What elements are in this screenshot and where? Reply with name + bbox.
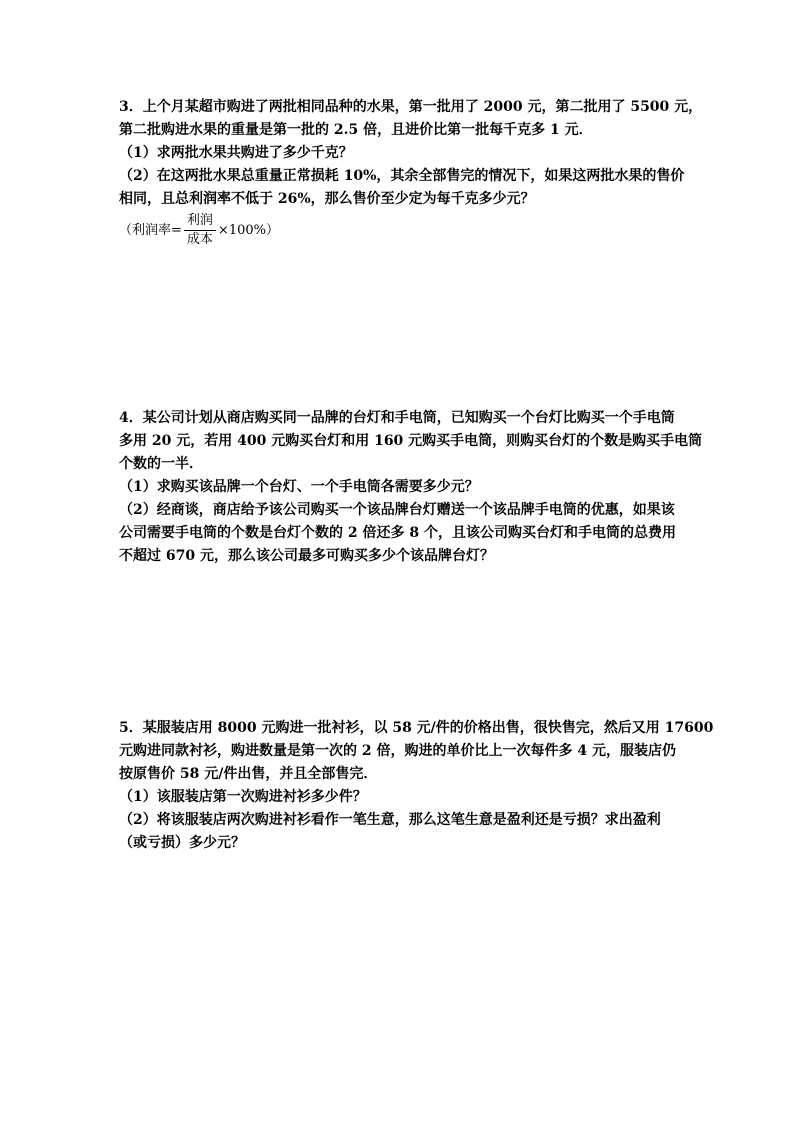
problem-4-line-1: 4．某公司计划从商店购买同一品牌的台灯和手电筒，已知购买一个台灯比购买一个手电筒 bbox=[119, 410, 675, 426]
problem-5-question-2-line-1: （2）将该服装店两次购进衬衫看作一笔生意，那么这笔生意是盈利还是亏损？求出盈利 bbox=[119, 812, 661, 828]
problem-5-line-2: 元购进同款衬衫，购进数量是第一次的 2 倍，购进的单价比上一次每件多 4 元，服装店仍 bbox=[119, 743, 676, 759]
formula-denominator: 成本 bbox=[186, 231, 213, 247]
problem-4 bbox=[119, 407, 703, 568]
problem-5-question-2-line-2: （或亏损）多少元？ bbox=[119, 835, 245, 851]
formula-suffix: ×100%） bbox=[217, 222, 279, 238]
problem-3-line-2: 第二批购进水果的重量是第一批的 2.5 倍，且进价比第一批每千克多 1 元． bbox=[119, 122, 593, 138]
formula-numerator: 利润 bbox=[184, 213, 216, 231]
formula-prefix: （利润率= bbox=[119, 222, 182, 238]
problem-5-line-3: 按原售价 58 元/件出售，并且全部售完． bbox=[119, 766, 378, 782]
problem-4-question-2-line-3: 不超过 670 元，那么该公司最多可购买多少个该品牌台灯？ bbox=[119, 548, 494, 564]
problem-4-question-2-line-2: 公司需要手电筒的个数是台灯个数的 2 倍还多 8 个，且该公司购买台灯和手电筒的总费用 bbox=[119, 525, 676, 541]
problem-4-line-3: 个数的一半． bbox=[119, 456, 203, 472]
problem-3-line-1: 3．上个月某超市购进了两批相同品种的水果，第一批用了 2000 元，第二批用了 5500 元， bbox=[119, 99, 703, 115]
problem-5-question-1: （1）该服装店第一次购进衬衫多少件？ bbox=[119, 789, 367, 805]
problem-3-question-1: （1）求两批水果共购进了多少千克？ bbox=[119, 145, 353, 161]
problem-5 bbox=[119, 717, 714, 855]
problem-4-question-1: （1）求购买该品牌一个台灯、一个手电筒各需要多少元？ bbox=[119, 479, 479, 495]
problem-3-question-2-line-2: 相同，且总利润率不低于 26%，那么售价至少定为每千克多少元？ bbox=[119, 191, 535, 207]
formula-fraction bbox=[184, 213, 216, 248]
problem-3 bbox=[119, 96, 703, 249]
problem-5-line-1: 5．某服装店用 8000 元购进一批衬衫，以 58 元/件的价格出售，很快售完，然后又用 17600 bbox=[119, 720, 714, 736]
problem-3-question-2-line-1: （2）在这两批水果总重量正常损耗 10%，其余全部售完的情况下，如果这两批水果的售价 bbox=[119, 168, 685, 184]
problem-4-question-2-line-1: （2）经商谈，商店给予该公司购买一个该品牌台灯赠送一个该品牌手电筒的优惠，如果该 bbox=[119, 502, 675, 518]
profit-rate-formula bbox=[119, 211, 679, 249]
problem-4-line-2: 多用 20 元，若用 400 元购买台灯和用 160 元购买手电筒，则购买台灯的个数是购买手电筒 bbox=[119, 433, 703, 449]
